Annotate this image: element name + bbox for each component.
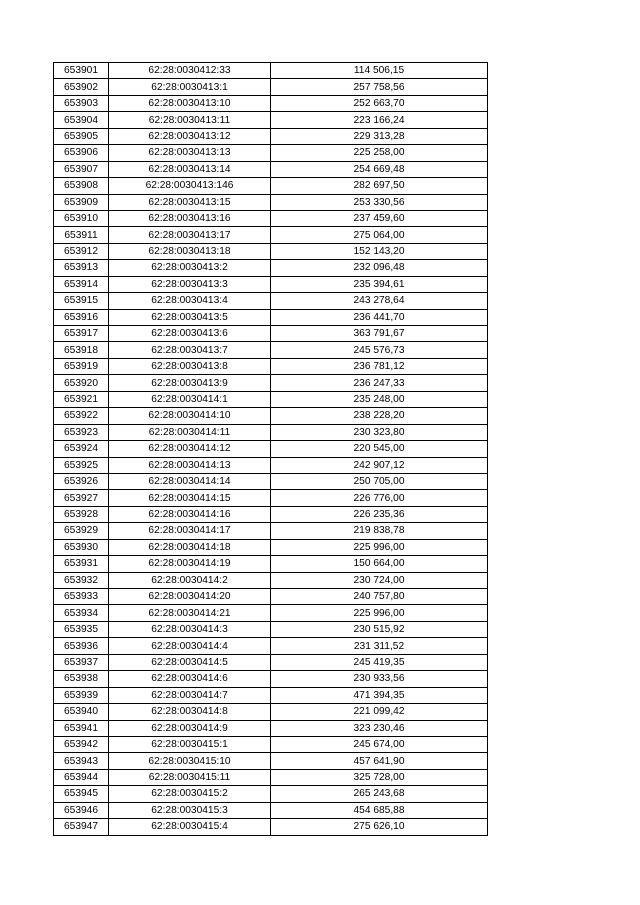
table-row	[54, 276, 488, 292]
value-cell: 245 576,73	[271, 342, 488, 358]
value-cell: 229 313,28	[271, 128, 488, 144]
table-row	[54, 539, 488, 555]
value-cell: 243 278,64	[271, 293, 488, 309]
row-number-cell: 653909	[54, 194, 109, 210]
value-cell: 323 230,46	[271, 720, 488, 736]
cadastral-number-cell: 62:28:0030414:2	[109, 572, 271, 588]
value-cell: 225 996,00	[271, 605, 488, 621]
row-number-cell: 653927	[54, 490, 109, 506]
row-number-cell: 653932	[54, 572, 109, 588]
cadastral-number-cell: 62:28:0030415:1	[109, 736, 271, 752]
cadastral-number-cell: 62:28:0030413:17	[109, 227, 271, 243]
cadastral-number-cell: 62:28:0030414:1	[109, 391, 271, 407]
table-row	[54, 161, 488, 177]
table-row	[54, 145, 488, 161]
table-body	[54, 63, 488, 836]
table-row	[54, 457, 488, 473]
cadastral-number-cell: 62:28:0030412:33	[109, 63, 271, 79]
row-number-cell: 653930	[54, 539, 109, 555]
value-cell: 236 781,12	[271, 358, 488, 374]
value-cell: 152 143,20	[271, 243, 488, 259]
value-cell: 236 247,33	[271, 375, 488, 391]
cadastral-number-cell: 62:28:0030413:146	[109, 178, 271, 194]
cadastral-number-cell: 62:28:0030413:12	[109, 128, 271, 144]
row-number-cell: 653920	[54, 375, 109, 391]
row-number-cell: 653917	[54, 326, 109, 342]
value-cell: 265 243,68	[271, 786, 488, 802]
cadastral-number-cell: 62:28:0030414:15	[109, 490, 271, 506]
row-number-cell: 653933	[54, 589, 109, 605]
cadastral-number-cell: 62:28:0030414:4	[109, 638, 271, 654]
row-number-cell: 653931	[54, 556, 109, 572]
value-cell: 230 515,92	[271, 621, 488, 637]
row-number-cell: 653906	[54, 145, 109, 161]
row-number-cell: 653904	[54, 112, 109, 128]
row-number-cell: 653937	[54, 654, 109, 670]
row-number-cell: 653911	[54, 227, 109, 243]
row-number-cell: 653918	[54, 342, 109, 358]
cadastral-number-cell: 62:28:0030414:6	[109, 671, 271, 687]
cadastral-number-cell: 62:28:0030415:3	[109, 802, 271, 818]
table-row	[54, 309, 488, 325]
row-number-cell: 653939	[54, 687, 109, 703]
table-row	[54, 556, 488, 572]
row-number-cell: 653929	[54, 523, 109, 539]
value-cell: 223 166,24	[271, 112, 488, 128]
value-cell: 275 064,00	[271, 227, 488, 243]
table-row	[54, 786, 488, 802]
table-row	[54, 210, 488, 226]
cadastral-number-cell: 62:28:0030414:20	[109, 589, 271, 605]
value-cell: 235 248,00	[271, 391, 488, 407]
cadastral-number-cell: 62:28:0030414:14	[109, 473, 271, 489]
cadastral-number-cell: 62:28:0030414:9	[109, 720, 271, 736]
value-cell: 242 907,12	[271, 457, 488, 473]
table-row	[54, 227, 488, 243]
table-row	[54, 473, 488, 489]
row-number-cell: 653925	[54, 457, 109, 473]
table-row	[54, 63, 488, 79]
table-row	[54, 687, 488, 703]
cadastral-number-cell: 62:28:0030414:3	[109, 621, 271, 637]
table-row	[54, 424, 488, 440]
value-cell: 114 506,15	[271, 63, 488, 79]
row-number-cell: 653924	[54, 441, 109, 457]
row-number-cell: 653922	[54, 408, 109, 424]
row-number-cell: 653907	[54, 161, 109, 177]
value-cell: 254 669,48	[271, 161, 488, 177]
row-number-cell: 653908	[54, 178, 109, 194]
value-cell: 238 228,20	[271, 408, 488, 424]
table-row	[54, 819, 488, 835]
value-cell: 225 996,00	[271, 539, 488, 555]
table-row	[54, 736, 488, 752]
value-cell: 257 758,56	[271, 79, 488, 95]
table-row	[54, 194, 488, 210]
row-number-cell: 653947	[54, 819, 109, 835]
row-number-cell: 653935	[54, 621, 109, 637]
value-cell: 220 545,00	[271, 441, 488, 457]
row-number-cell: 653940	[54, 704, 109, 720]
row-number-cell: 653942	[54, 736, 109, 752]
row-number-cell: 653913	[54, 260, 109, 276]
cadastral-number-cell: 62:28:0030414:13	[109, 457, 271, 473]
value-cell: 235 394,61	[271, 276, 488, 292]
value-cell: 282 697,50	[271, 178, 488, 194]
table-row	[54, 243, 488, 259]
cadastral-number-cell: 62:28:0030415:10	[109, 753, 271, 769]
row-number-cell: 653934	[54, 605, 109, 621]
table-row	[54, 671, 488, 687]
cadastral-number-cell: 62:28:0030413:8	[109, 358, 271, 374]
cadastral-number-cell: 62:28:0030414:7	[109, 687, 271, 703]
cadastral-number-cell: 62:28:0030414:17	[109, 523, 271, 539]
table-row	[54, 638, 488, 654]
table-row	[54, 704, 488, 720]
row-number-cell: 653944	[54, 769, 109, 785]
value-cell: 150 664,00	[271, 556, 488, 572]
value-cell: 230 933,56	[271, 671, 488, 687]
table-row	[54, 441, 488, 457]
cadastral-number-cell: 62:28:0030414:16	[109, 506, 271, 522]
row-number-cell: 653902	[54, 79, 109, 95]
cadastral-number-cell: 62:28:0030413:4	[109, 293, 271, 309]
row-number-cell: 653946	[54, 802, 109, 818]
value-cell: 471 394,35	[271, 687, 488, 703]
cadastral-number-cell: 62:28:0030413:10	[109, 95, 271, 111]
value-cell: 226 235,36	[271, 506, 488, 522]
table-row	[54, 720, 488, 736]
value-cell: 245 674,00	[271, 736, 488, 752]
row-number-cell: 653905	[54, 128, 109, 144]
table-row	[54, 506, 488, 522]
table-row	[54, 128, 488, 144]
cadastral-number-cell: 62:28:0030413:14	[109, 161, 271, 177]
value-cell: 245 419,35	[271, 654, 488, 670]
row-number-cell: 653903	[54, 95, 109, 111]
row-number-cell: 653938	[54, 671, 109, 687]
cadastral-number-cell: 62:28:0030413:16	[109, 210, 271, 226]
row-number-cell: 653941	[54, 720, 109, 736]
cadastral-number-cell: 62:28:0030413:11	[109, 112, 271, 128]
table-row	[54, 178, 488, 194]
cadastral-number-cell: 62:28:0030413:1	[109, 79, 271, 95]
cadastral-number-cell: 62:28:0030413:15	[109, 194, 271, 210]
row-number-cell: 653915	[54, 293, 109, 309]
row-number-cell: 653923	[54, 424, 109, 440]
cadastral-number-cell: 62:28:0030414:8	[109, 704, 271, 720]
value-cell: 225 258,00	[271, 145, 488, 161]
row-number-cell: 653910	[54, 210, 109, 226]
cadastral-number-cell: 62:28:0030414:19	[109, 556, 271, 572]
cadastral-number-cell: 62:28:0030415:4	[109, 819, 271, 835]
value-cell: 325 728,00	[271, 769, 488, 785]
cadastral-number-cell: 62:28:0030414:18	[109, 539, 271, 555]
table-row	[54, 293, 488, 309]
cadastral-number-cell: 62:28:0030413:13	[109, 145, 271, 161]
value-cell: 250 705,00	[271, 473, 488, 489]
table-row	[54, 260, 488, 276]
table-row	[54, 621, 488, 637]
row-number-cell: 653914	[54, 276, 109, 292]
cadastral-number-cell: 62:28:0030413:7	[109, 342, 271, 358]
row-number-cell: 653901	[54, 63, 109, 79]
cadastral-number-cell: 62:28:0030413:18	[109, 243, 271, 259]
table-row	[54, 769, 488, 785]
cadastral-number-cell: 62:28:0030415:11	[109, 769, 271, 785]
table-row	[54, 79, 488, 95]
cadastral-number-cell: 62:28:0030414:21	[109, 605, 271, 621]
value-cell: 236 441,70	[271, 309, 488, 325]
value-cell: 226 776,00	[271, 490, 488, 506]
row-number-cell: 653928	[54, 506, 109, 522]
value-cell: 253 330,56	[271, 194, 488, 210]
table-row	[54, 95, 488, 111]
table-row	[54, 605, 488, 621]
row-number-cell: 653926	[54, 473, 109, 489]
row-number-cell: 653943	[54, 753, 109, 769]
table-row	[54, 802, 488, 818]
value-cell: 231 311,52	[271, 638, 488, 654]
table-row	[54, 391, 488, 407]
value-cell: 457 641,90	[271, 753, 488, 769]
cadastral-number-cell: 62:28:0030413:5	[109, 309, 271, 325]
value-cell: 230 724,00	[271, 572, 488, 588]
table-row	[54, 326, 488, 342]
table-row	[54, 572, 488, 588]
table-row	[54, 490, 488, 506]
value-cell: 230 323,80	[271, 424, 488, 440]
table-row	[54, 589, 488, 605]
table-row	[54, 358, 488, 374]
cadastral-number-cell: 62:28:0030414:5	[109, 654, 271, 670]
table-row	[54, 342, 488, 358]
table-row	[54, 654, 488, 670]
value-cell: 252 663,70	[271, 95, 488, 111]
row-number-cell: 653945	[54, 786, 109, 802]
table-row	[54, 408, 488, 424]
cadastral-number-cell: 62:28:0030414:10	[109, 408, 271, 424]
value-cell: 363 791,67	[271, 326, 488, 342]
value-cell: 221 099,42	[271, 704, 488, 720]
row-number-cell: 653921	[54, 391, 109, 407]
cadastral-number-cell: 62:28:0030413:2	[109, 260, 271, 276]
cadastral-number-cell: 62:28:0030413:6	[109, 326, 271, 342]
table-row	[54, 112, 488, 128]
cadastral-value-table	[53, 62, 488, 836]
cadastral-number-cell: 62:28:0030414:11	[109, 424, 271, 440]
table-row	[54, 523, 488, 539]
table-row	[54, 753, 488, 769]
value-cell: 240 757,80	[271, 589, 488, 605]
value-cell: 237 459,60	[271, 210, 488, 226]
cadastral-number-cell: 62:28:0030415:2	[109, 786, 271, 802]
row-number-cell: 653919	[54, 358, 109, 374]
table-row	[54, 375, 488, 391]
row-number-cell: 653916	[54, 309, 109, 325]
row-number-cell: 653912	[54, 243, 109, 259]
cadastral-number-cell: 62:28:0030414:12	[109, 441, 271, 457]
cadastral-number-cell: 62:28:0030413:9	[109, 375, 271, 391]
row-number-cell: 653936	[54, 638, 109, 654]
value-cell: 219 838,78	[271, 523, 488, 539]
cadastral-number-cell: 62:28:0030413:3	[109, 276, 271, 292]
value-cell: 232 096,48	[271, 260, 488, 276]
value-cell: 275 626,10	[271, 819, 488, 835]
value-cell: 454 685,88	[271, 802, 488, 818]
